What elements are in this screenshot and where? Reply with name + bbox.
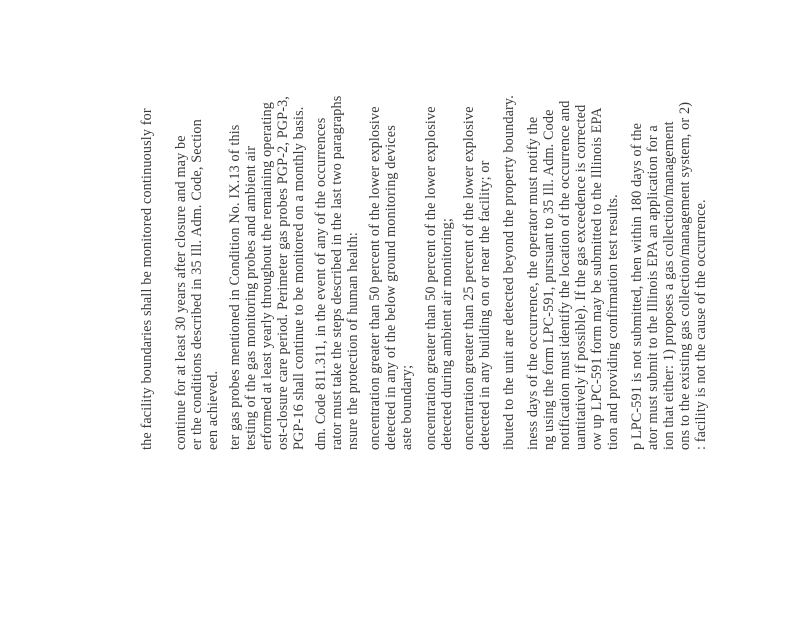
text-line: : facility is not the cause of the occurrence. — [693, 199, 709, 450]
text-line: testing of the gas monitoring probes and ambient air — [243, 145, 259, 450]
text-line: notification must identify the location of the occurrence and — [557, 100, 573, 450]
text-line: ator must submit to the Illinois EPA an application for a — [645, 125, 661, 450]
text-line: een achieved. — [205, 370, 221, 450]
text-line: p LPC-591 is not submitted, then within 180 days of the — [629, 122, 645, 450]
text-line: iness days of the occurrence, the operator must notify the — [525, 116, 541, 450]
text-line: aste boundary; — [399, 364, 415, 450]
text-line: dm. Code 811.311, in the event of any of the occurrences — [313, 117, 329, 450]
text-line: ter gas probes mentioned in Condition No. IX.13 of this — [227, 124, 243, 450]
text-line: ion that either: 1) proposes a gas collection/management — [661, 121, 677, 450]
text-line: PGP-16 shall continue to be monitored on a monthly basis. — [291, 106, 307, 450]
text-line: er the conditions described in 35 Ill. Adm. Code, Section — [189, 119, 205, 450]
text-line: nsure the protection of human health: — [345, 232, 361, 450]
text-line: ons to the existing gas collection/management system, or 2) — [677, 101, 693, 450]
text-line: detected during ambient air monitoring; — [439, 218, 455, 450]
text-line: uantitatively if possible). If the gas exceedence is corrected — [573, 104, 589, 450]
text-line: detected in any of the below ground monitoring devices — [383, 125, 399, 450]
text-line: erformed at least yearly throughout the remaining operating — [259, 101, 275, 450]
text-line: oncentration greater than 25 percent of the lower explosive — [461, 106, 477, 450]
text-line: rator must take the steps described in the last two paragraphs — [329, 95, 345, 450]
text-line: the facility boundaries shall be monitored continuously for — [139, 108, 155, 450]
text-line: ibuted to the unit are detected beyond the property boundary. — [501, 95, 517, 450]
text-line: ow up LPC-591 form may be submitted to the Illinois EPA — [589, 107, 605, 450]
text-line: ng using the form LPC-591, pursuant to 35 Ill. Adm. Code — [541, 109, 557, 450]
text-line: oncentration greater than 50 percent of the lower explosive — [423, 106, 439, 450]
text-line: tion and providing confirmation test results. — [605, 194, 621, 450]
text-line: continue for at least 30 years after closure and may be — [173, 135, 189, 450]
text-line: detected in any building on or near the facility; or — [477, 160, 493, 450]
text-line: ost-closure care period. Perimeter gas probes PGP-2, PGP-3, — [275, 95, 291, 450]
text-line: oncentration greater than 50 percent of the lower explosive — [367, 106, 383, 450]
